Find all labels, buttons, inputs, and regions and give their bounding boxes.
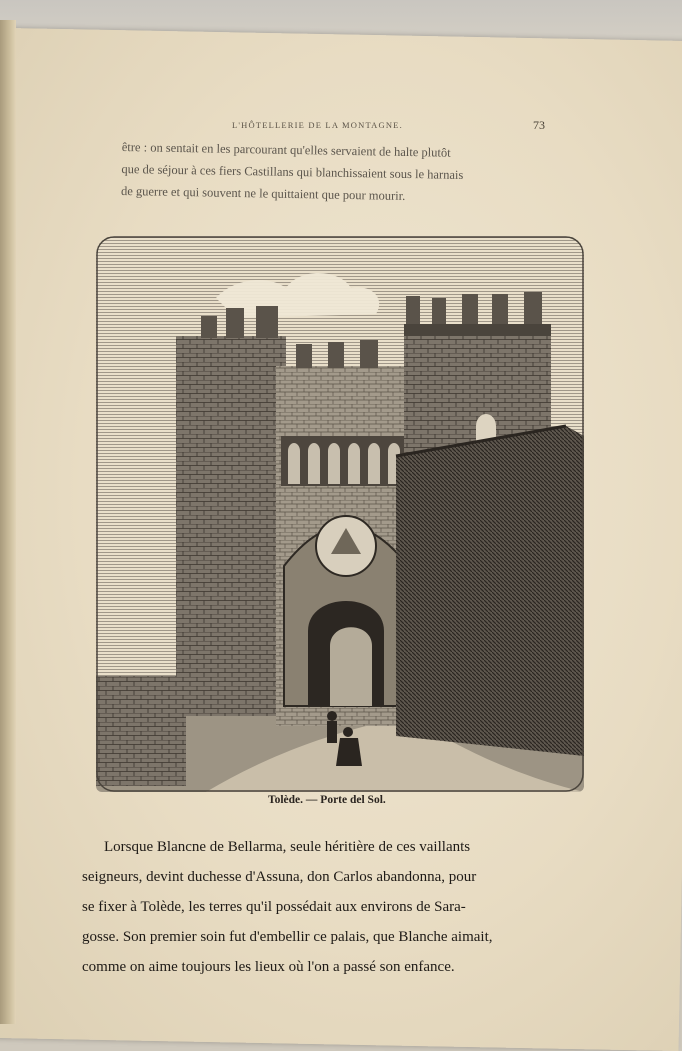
illustration-caption: Tolède. — Porte del Sol. (268, 794, 386, 806)
toledo-gate-engraving (96, 236, 584, 792)
top-paragraph (121, 136, 562, 210)
text-line: Lorsque Blancne de Bellarma, seule héritière de ces vaillants (104, 839, 471, 855)
page-number: 73 (533, 118, 545, 132)
text-line: seigneurs, devint duchesse d'Assuna, don Carlos abandonna, pour (82, 869, 477, 885)
engraving-illustration (96, 236, 584, 792)
running-head: L'HÔTELLERIE DE LA MONTAGNE. (232, 120, 403, 130)
text-line: comme on aime toujours les lieux où l'on a passé son enfance. (82, 959, 455, 975)
text-line: être : on sentait en les parcourant qu'elles servaient de halte plutôt (121, 139, 451, 160)
text-line: que de séjour à ces fiers Castillans qui blanchissaient sous le harnais (121, 161, 464, 182)
text-line: gosse. Son premier soin fut d'embellir ce palais, que Blanche aimait, (82, 929, 493, 945)
text-line: de guerre et qui souvent ne le quittaient que pour mourir. (120, 183, 406, 203)
book-spine (0, 20, 16, 1024)
text-line: se fixer à Tolède, les terres qu'il possédait aux environs de Sara- (82, 899, 466, 915)
body-paragraph (82, 832, 602, 982)
